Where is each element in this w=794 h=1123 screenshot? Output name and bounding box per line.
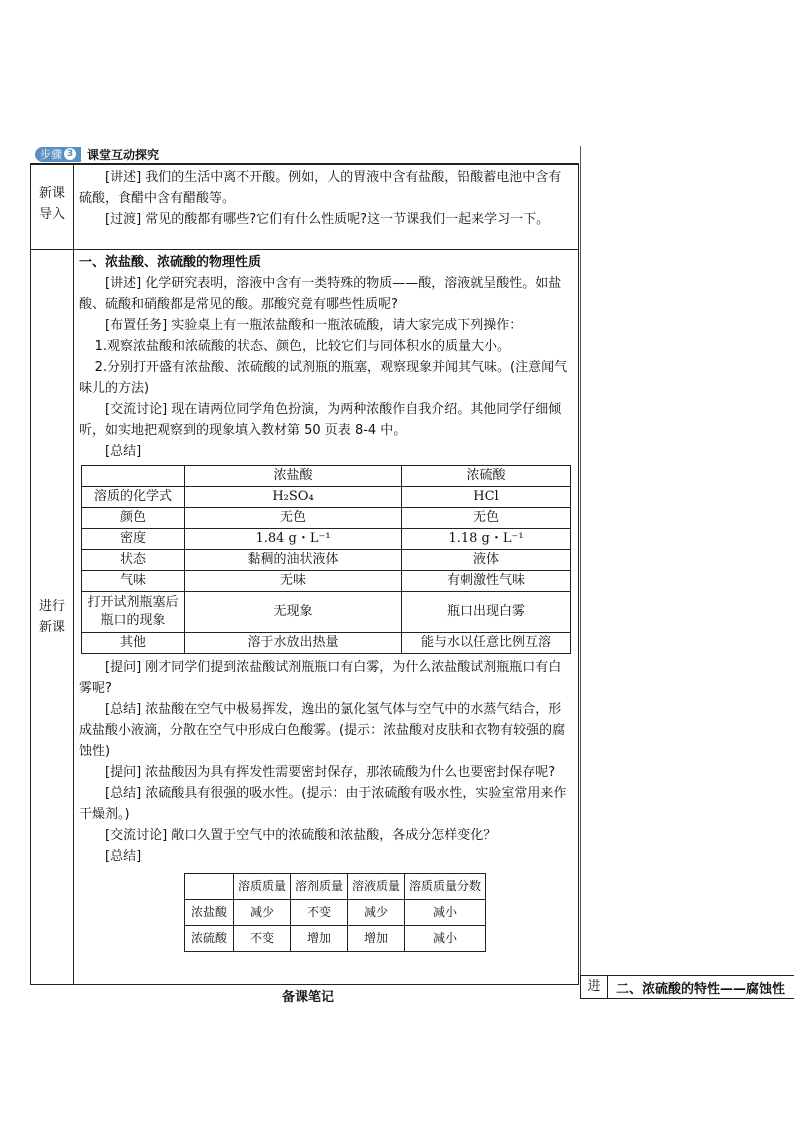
step-header [35,146,159,162]
paragraph: [总结] 浓盐酸在空气中极易挥发，逸出的氯化氢气体与空气中的水蒸气结合，形成盐酸小液滴，分散在空气中形成白色酸雾。(提示：浓盐酸对皮肤和衣物有较强的腐蚀性) [79,702,566,759]
step-badge [35,147,81,162]
intro-label: 新课 导入 [38,186,65,222]
step-title: 课堂互动探究 [87,147,160,162]
table-row: 打开试剂瓶塞后瓶口的现象 无现象 瓶口出现白雾 [82,592,571,633]
paragraph: [总结] [105,444,142,459]
lesson-frame [30,163,579,985]
column-divider [73,165,74,984]
table-header-row: 溶质质量 溶剂质量 溶液质量 溶质质量分数 [185,874,486,900]
intro-paragraph: [过渡] 常见的酸都有哪些?它们有什么性质呢?这一节课我们一起来学习一下。 [105,212,550,227]
paragraph: [交流讨论] 现在请两位同学角色扮演，为两种浓酸作自我介绍。其他同学仔细倾听，如实地把观察到的现象填入教材第 50 页表 8-4 中。 [79,402,562,438]
paragraph: [讲述] 化学研究表明，溶液中含有一类特殊的物质——酸，溶液就呈酸性。如盐酸、硫酸和硝酸都是常见的酸。那酸究竟有哪些性质呢? [79,276,562,312]
change-table [184,873,486,952]
paragraph: [总结] 浓硫酸具有很强的吸水性。(提示：由于浓硫酸有吸水性，实验室常用来作干燥剂。) [79,786,567,822]
table-header-row: 浓盐酸 浓硫酸 [82,466,571,487]
table-row: 颜色 无色 无色 [82,508,571,529]
table-row: 密度 1.84 g・L⁻¹ 1.18 g・L⁻¹ [82,529,571,550]
paragraph: [交流讨论] 敞口久置于空气中的浓硫酸和浓盐酸，各成分怎样变化？ [105,828,497,843]
table-row: 浓硫酸 不变 增加 增加 减小 [185,926,486,952]
main-content [79,252,573,952]
properties-table [81,465,571,654]
footer-notes-label: 备课笔记 [282,990,335,1005]
paragraph: 1.观察浓盐酸和浓硫酸的状态、颜色，比较它们与同体积水的质量大小。 [94,339,510,354]
section-heading: 一、浓盐酸、浓硫酸的物理性质 [79,255,262,270]
table-row: 气味 无味 有刺激性气味 [82,571,571,592]
main-label: 进行 新课 [38,599,65,635]
step-badge-text: 步骤 [40,147,62,161]
table-row: 浓盐酸 减少 不变 减少 减小 [185,900,486,926]
intro-paragraph: [讲述] 我们的生活中离不开酸。例如，人的胃液中含有盐酸，铅酸蓄电池中含有硫酸，食醋中含有醋酸等。 [79,170,562,206]
paragraph: 2.分别打开盛有浓盐酸、浓硫酸的试剂瓶的瓶塞，观察现象并闻其气味。(注意闻气味儿的方法) [79,360,568,396]
paragraph: [布置任务] 实验桌上有一瓶浓盐酸和一瓶浓硫酸，请大家完成下列操作： [105,318,523,333]
table-row: 其他 溶于水放出热量 能与水以任意比例互溶 [82,633,571,654]
intro-content [79,167,573,230]
paragraph: [提问] 浓盐酸因为具有挥发性需要密封保存，那浓硫酸为什么也要密封保存呢? [105,765,556,780]
next-page-fragment: 进 二、浓硫酸的特性——腐蚀性 [580,975,794,999]
table-row: 溶质的化学式 H₂SO₄ HCl [82,487,571,508]
paragraph: [总结] [105,849,142,864]
step-number: 3 [64,148,76,160]
page-divider-line [580,146,581,984]
table-row: 状态 黏稠的油状液体 液体 [82,550,571,571]
row-divider [31,249,578,250]
paragraph: [提问] 刚才同学们提到浓盐酸试剂瓶瓶口有白雾，为什么浓盐酸试剂瓶瓶口有白雾呢? [79,660,562,696]
